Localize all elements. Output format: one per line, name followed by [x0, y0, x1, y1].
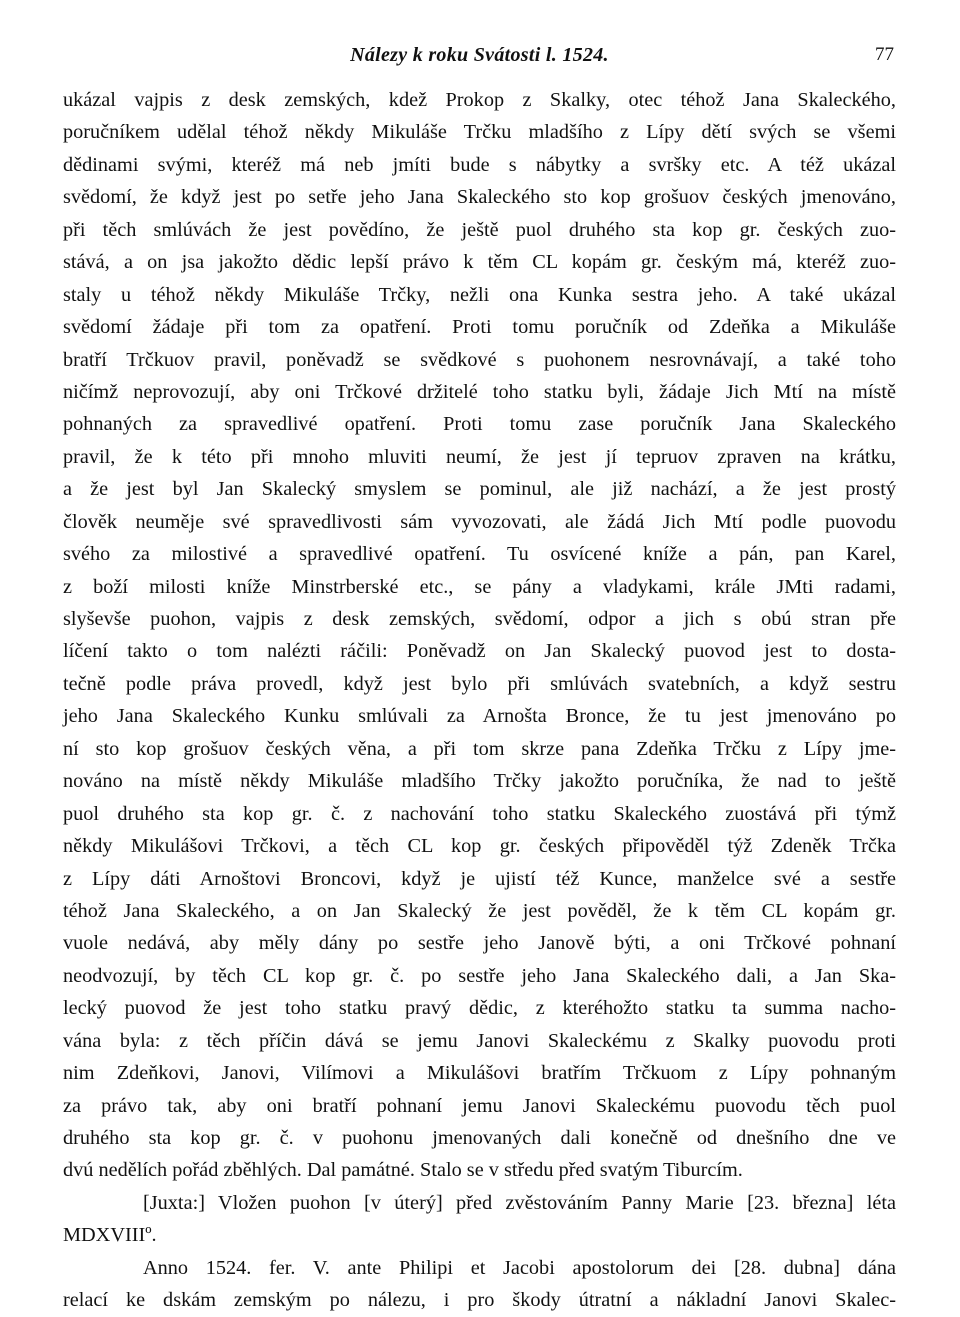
text-line: pravil, že k této při mnoho mluviti neumí, že jest jí tepruov zpraven na krátku, [63, 445, 896, 468]
text-line: svědomí, že když jest po setře jeho Jana Skaleckého sto kop grošuov českých jmenováno, [63, 186, 896, 209]
page-number: 77 [875, 44, 894, 65]
text-line: ukázal vajpis z desk zemských, kdež Prokop z Skalky, otec téhož Jana Skaleckého, [63, 89, 896, 111]
text-line: z Lípy dáti Arnoštovi Broncovi, když je ujistí též Kunce, manželce své a sestře [63, 867, 896, 890]
text-line: nováno na místě někdy Mikuláše mladšího Trčky jakožto poručníka, že nad to ještě [63, 770, 896, 793]
running-head [63, 38, 896, 72]
text-line: při těch smlúvách že jest povědíno, že ještě puol druhého sta kop gr. českých zuo- [63, 218, 896, 241]
text-line: bratří Trčkuov pravil, poněvadž se svědkové s puohonem nesrovnávají, a také toho [63, 348, 896, 371]
text-line: slyševše puohon, vajpis z desk zemských, svědomí, odpor a jich s obú stran pře [63, 608, 896, 630]
text-line: ničímž neprovozují, aby oni Trčkové držitelé toho statku byli, žádaje Jich Mtí na místě [63, 380, 896, 403]
text-line: jeho Jana Skaleckého Kunku smlúvali za Arnošta Bronce, že tu jest jmenováno po [63, 705, 896, 728]
text-line: [Juxta:] Vložen puohon [v úterý] před zvěstováním Panny Marie [23. března] léta [143, 1191, 896, 1214]
running-title: Nálezy k roku Svátosti l. 1524. [350, 44, 609, 66]
text-line: relací ke dskám zemským po nálezu, i pro škody útratní a nákladní Janovi Skalec- [63, 1289, 896, 1312]
text-line: za právo tak, aby oni bratří pohnaní jemu Janovi Skaleckému puovodu těch puol [63, 1094, 896, 1117]
text-line: tečně podle práva provedl, když jest bylo při smlúvách svatebních, a když sestru [63, 672, 896, 695]
text-line: MDXVIIIº. [63, 1224, 157, 1247]
text-line: ní sto kop grošuov českých věna, a při tom skrze pana Zdeňka Trčku z Lípy jme- [63, 737, 896, 760]
text-line: člověk neuměje své spravedlivosti sám vyvozovati, ale žádá Jich Mtí podle puovodu [63, 510, 896, 533]
text-line: staly u téhož někdy Mikuláše Trčky, nežli ona Kunka sestra jeho. A také ukázal [63, 283, 896, 306]
text-line: někdy Mikulášovi Trčkovi, a těch CL kop gr. českých připověděl týž Zdeněk Trčka [63, 835, 896, 858]
text-line: svého za milostivé a spravedlivé opatření. Tu osvícené kníže a pán, pan Karel, [63, 543, 896, 566]
text-line: a že jest byl Jan Skalecký smyslem se pominul, ale již nachází, a že jest prostý [63, 478, 896, 501]
text-line: dvú nedělích pořád zběhlých. Dal památné. Stalo se v středu před svatým Tiburcím. [63, 1159, 743, 1182]
text-line: druhého sta kop gr. č. v puohonu jmenovaných dali konečně od dnešního dne ve [63, 1127, 896, 1149]
text-line: líčení takto o tom nalézti ráčili: Poněvadž on Jan Skalecký puovod jest to dosta- [63, 640, 896, 663]
text-line: lecký puovod že jest toho statku pravý dědic, z kteréhožto statku ta summa nacho- [63, 997, 896, 1020]
text-line: stává, a on jsa jakožto dědic lepší právo k těm CL kopám gr. českým má, kteréž zuo- [63, 251, 896, 274]
document-page [63, 38, 896, 1312]
text-line: neodvozují, by těch CL kop gr. č. po sestře jeho Jana Skaleckého dali, a Jan Ska- [63, 964, 896, 987]
text-line: téhož Jana Skaleckého, a on Jan Skalecký že jest pověděl, že k těm CL kopám gr. [63, 899, 896, 922]
text-line: poručníkem udělal téhož někdy Mikuláše Trčku mladšího z Lípy dětí svých se všemi [63, 121, 896, 144]
text-line: nim Zdeňkovi, Janovi, Vilímovi a Mikulášovi bratřím Trčkuom z Lípy pohnaným [63, 1062, 896, 1085]
text-line: Anno 1524. fer. V. ante Philipi et Jacobi apostolorum dei [28. dubna] dána [143, 1256, 896, 1279]
text-line: puol druhého sta kop gr. č. z nachování toho statku Skaleckého zuostává při týmž [63, 802, 896, 825]
text-line: z boží milosti kníže Minstrberské etc., se pány a vladykami, krále JMti radami, [63, 575, 896, 598]
text-line: vána byla: z těch příčin dává se jemu Janovi Skaleckému z Skalky puovodu proti [63, 1029, 896, 1052]
text-line: dědinami svými, kteréž má neb jmíti bude s nábytky a svršky etc. A též ukázal [63, 153, 896, 176]
text-line: pohnaných za spravedlivé opatření. Proti tomu zase poručník Jana Skaleckého [63, 413, 896, 436]
text-line: vuole nedává, aby měly dány po sestře jeho Janově býti, a oni Trčkové pohnaní [63, 932, 896, 955]
text-line: svědomí žádaje při tom za opatření. Proti tomu poručník od Zdeňka a Mikuláše [63, 316, 896, 339]
body-text [63, 84, 896, 1317]
